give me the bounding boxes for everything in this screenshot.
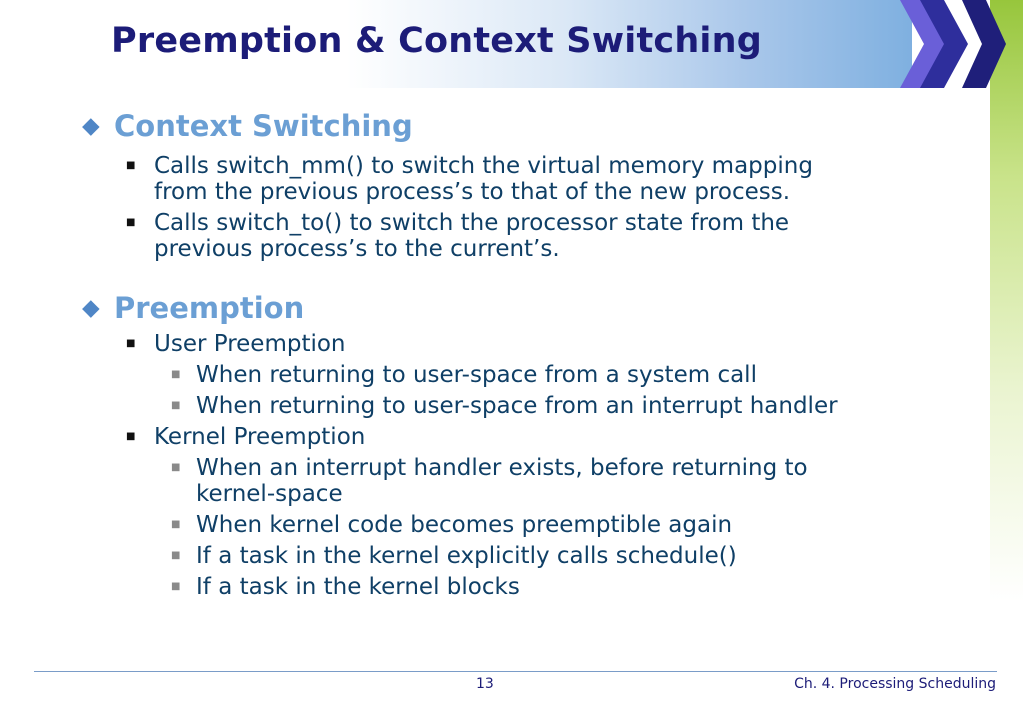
list-item-line: previous process’s to the current’s.	[154, 236, 560, 262]
diamond-bullet-icon: ◆	[82, 112, 100, 139]
list-item-user-preemption	[126, 331, 838, 357]
section-title: Preemption	[114, 291, 305, 325]
square-bullet-icon: ■	[126, 431, 136, 442]
section-title: Context Switching	[114, 109, 413, 143]
small-square-bullet-icon: ■	[171, 581, 181, 592]
small-square-bullet-icon: ■	[171, 462, 181, 473]
sub-list-item-line: When returning to user-space from an interrupt handler	[196, 393, 838, 419]
section-context-switching	[82, 109, 813, 262]
list-item-line: Calls switch_to() to switch the processor state from the	[154, 210, 790, 236]
small-square-bullet-icon: ■	[171, 400, 181, 411]
list-item-kernel-preemption	[126, 424, 838, 450]
section-heading	[82, 291, 838, 325]
diamond-bullet-icon: ◆	[82, 294, 100, 321]
sub-list-item-line: When kernel code becomes preemptible again	[196, 512, 733, 538]
sub-list-item-line: If a task in the kernel blocks	[196, 574, 520, 600]
list-item-line: from the previous process’s to that of the new process.	[154, 179, 791, 205]
square-bullet-icon: ■	[126, 338, 136, 349]
chevron-arrows-icon	[900, 0, 1023, 88]
footer-chapter-label: Ch. 4. Processing Scheduling	[794, 676, 996, 692]
sub-list-item-line: kernel-space	[196, 481, 343, 507]
side-accent-bar	[990, 0, 1023, 708]
small-square-bullet-icon: ■	[171, 519, 181, 530]
sub-list-item	[171, 455, 838, 507]
list-item	[126, 210, 813, 262]
sub-list-item-line: If a task in the kernel explicitly calls schedule()	[196, 543, 737, 569]
sub-list-item	[171, 512, 838, 538]
sub-list-item	[171, 362, 838, 388]
list-item	[126, 153, 813, 205]
small-square-bullet-icon: ■	[171, 369, 181, 380]
list-item-line: Calls switch_mm() to switch the virtual memory mapping	[154, 153, 813, 179]
slide-title: Preemption & Context Switching	[111, 21, 763, 61]
page-number: 13	[476, 676, 494, 692]
square-bullet-icon: ■	[126, 160, 136, 171]
sub-list-item	[171, 543, 838, 569]
list-item-text: Kernel Preemption	[154, 424, 366, 450]
list-item-text: User Preemption	[154, 331, 346, 357]
sub-list-item-line: When an interrupt handler exists, before returning to	[196, 455, 808, 481]
sub-list-item	[171, 393, 838, 419]
square-bullet-icon: ■	[126, 217, 136, 228]
chevron-right-icon	[962, 0, 1006, 88]
section-heading	[82, 109, 813, 143]
sub-list-item-line: When returning to user-space from a system call	[196, 362, 757, 388]
footer-divider	[34, 671, 997, 672]
sub-list-item	[171, 574, 838, 600]
section-preemption	[82, 291, 838, 600]
small-square-bullet-icon: ■	[171, 550, 181, 561]
